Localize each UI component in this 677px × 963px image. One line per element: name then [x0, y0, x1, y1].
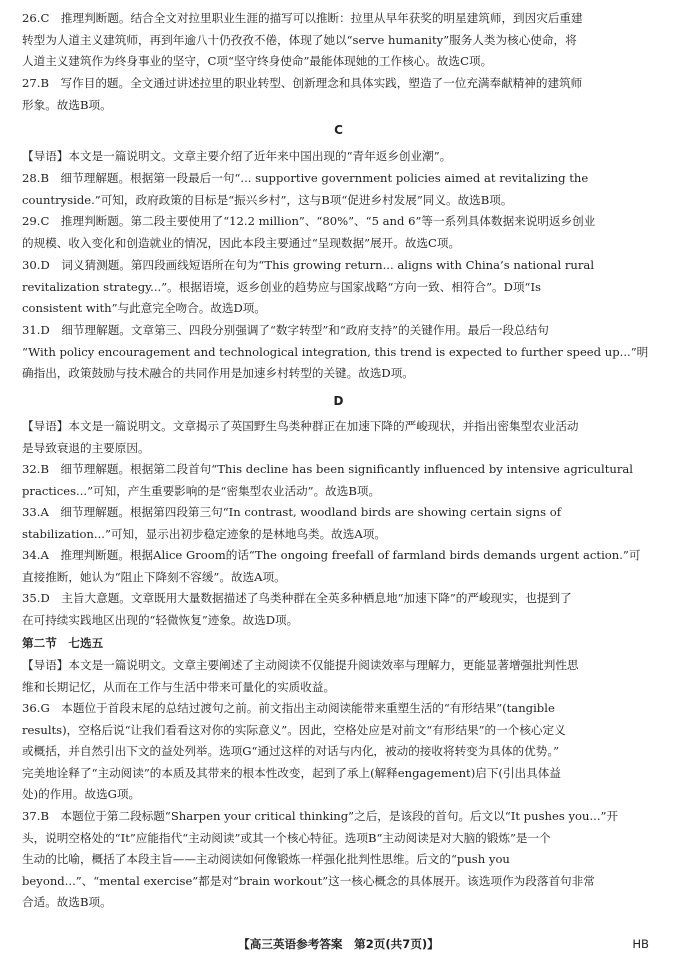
text-line: 28.B 细节理解题。根据第一段最后一句“... supportive government policies aimed at revitalizing the: [22, 171, 589, 185]
text-line: 30.D 词义猜测题。第四段画线短语所在句为“This growing return... aligns with China’s national rural: [22, 258, 595, 272]
text-line: 处)的作用。故选G项。: [22, 787, 141, 802]
answer-30: [22, 255, 650, 320]
section-heading-c: C: [334, 123, 343, 137]
text-line: 33.A 细节理解题。根据第四段第三句“In contrast, woodland birds are showing certain signs of: [22, 505, 562, 519]
answer-29: [22, 211, 650, 254]
text-line: 36.G 本题位于首段末尾的总结过渡句之前。前文指出主动阅读能带来重塑生活的“有形结果”(tangible: [22, 701, 555, 715]
text-line: 完美地诠释了“主动阅读”的本质及其带来的根本性改变，起到了承上(解释engagement)启下(引出具体益: [22, 765, 561, 780]
text-line: “With policy encouragement and technological integration, this trend is expected to further speed up...”明: [22, 344, 649, 359]
text-line: 在可持续实践地区出现的“轻微恢复”迹象。故选D项。: [22, 612, 299, 627]
answer-37: [22, 806, 650, 914]
answer-34: [22, 545, 650, 588]
answer-31: [22, 320, 650, 385]
text-line: 的规模、收入变化和创造就业的情况，因此本段主要通过“呈现数据”展开。故选C项。: [22, 235, 461, 250]
answer-33: [22, 502, 650, 545]
intro-seven-choose-five: [22, 655, 650, 698]
text-line: 是导致衰退的主要原因。: [22, 440, 150, 455]
section-heading-d: D: [333, 394, 344, 408]
text-line: 35.D 主旨大意题。文章既用大量数据描述了鸟类种群在全英多种栖息地“加速下降”的严峻现实，也提到了: [22, 591, 572, 605]
answer-32: [22, 459, 650, 502]
text-line: 形象。故选B项。: [22, 97, 112, 112]
text-line: 【导语】本文是一篇说明文。文章揭示了英国野生鸟类种群正在加速下降的严峻现状，并指出密集型农业活动: [22, 419, 579, 433]
text-line: 转型为人道主义建筑师，再到年逾八十仍孜孜不倦，体现了她以“serve humanity”服务人类为核心使命，将: [22, 32, 577, 47]
answer-36: [22, 698, 650, 806]
answer-27: [22, 73, 650, 116]
text-line: 维和长期记忆，从而在工作与生活中带来可量化的实质收益。: [22, 679, 336, 694]
text-line: 或概括，并自然引出下文的益处列举。选项G“通过这样的对话与内化，被动的接收将转变为具体的优势。”: [22, 744, 560, 759]
answer-35: [22, 588, 650, 631]
footer-page-label: 【高三英语参考答案 第2页(共7页)】: [238, 937, 439, 951]
text-line: consistent with”与此意完全吻合。故选D项。: [22, 301, 266, 316]
intro-c: [22, 146, 650, 168]
text-line: 【导语】本文是一篇说明文。文章主要阐述了主动阅读不仅能提升阅读效率与理解力，更能显著增强批判性思: [22, 658, 579, 672]
part-two-heading: 第二节 七选五: [22, 636, 104, 650]
text-line: countryside.”可知，政府政策的目标是“振兴乡村”，这与B项“促进乡村发展”同义。故选B项。: [22, 192, 513, 207]
text-line: 人道主义建筑作为终身事业的坚守，C项“坚守终身使命”最能体现她的工作核心。故选C项。: [22, 54, 493, 69]
footer-edition-code: HB: [632, 937, 649, 951]
text-line: practices...”可知，产生重要影响的是“密集型农业活动”。故选B项。: [22, 483, 381, 498]
text-line: stabilization...”可知，显示出初步稳定迹象的是林地鸟类。故选A项。: [22, 526, 386, 541]
text-line: 34.A 推理判断题。根据Alice Groom的话“The ongoing freefall of farmland birds demands urgent action.”可: [22, 548, 641, 562]
text-line: 直接推断，她认为“阻止下降刻不容缓”。故选A项。: [22, 569, 286, 584]
text-line: 31.D 细节理解题。文章第三、四段分别强调了“数字转型”和“政府支持”的关键作用。最后一段总结句: [22, 323, 549, 337]
text-line: 37.B 本题位于第二段标题“Sharpen your critical thinking”之后，是该段的首句。后文以“It pushes you...”开: [22, 809, 619, 823]
text-line: 26.C 推理判断题。结合全文对拉里职业生涯的描写可以推断：拉里从早年获奖的明星建筑师，到因灾后重建: [22, 11, 583, 25]
page-footer: [0, 934, 677, 954]
text-line: beyond...”、“mental exercise”都是对“brain workout”这一核心概念的具体展开。该选项作为段落首句非常: [22, 873, 595, 888]
intro-d: [22, 416, 650, 459]
text-line: 32.B 细节理解题。根据第二段首句“This decline has been significantly influenced by intensive agricultural: [22, 462, 633, 476]
answer-26: [22, 8, 650, 73]
text-line: revitalization strategy...”。根据语境，返乡创业的趋势应与国家战略“方向一致、相符合”。D项“Is: [22, 279, 541, 294]
text-line: 27.B 写作目的题。全文通过讲述拉里的职业转型、创新理念和具体实践，塑造了一位充满奉献精神的建筑师: [22, 76, 583, 90]
text-line: results)，空格后说“让我们看看这对你的实际意义”。因此，空格处应是对前文“有形结果”的一个核心定义: [22, 722, 566, 737]
text-line: 头，说明空格处的“It”应能指代“主动阅读”或其一个核心特征。选项B“主动阅读是对大脑的锻炼”是一个: [22, 830, 551, 845]
text-line: 合适。故选B项。: [22, 895, 112, 910]
text-line: 确指出，政策鼓励与技术融合的共同作用是加速乡村转型的关键。故选D项。: [22, 366, 414, 381]
answer-28: [22, 168, 650, 211]
text-line: 生动的比喻，概括了本段主旨——主动阅读如何像锻炼一样强化批判性思维。后文的“push you: [22, 852, 510, 867]
text-line: 29.C 推理判断题。第二段主要使用了“12.2 million”、“80%”、“5 and 6”等一系列具体数据来说明返乡创业: [22, 214, 596, 228]
text-line: 【导语】本文是一篇说明文。文章主要介绍了近年来中国出现的“青年返乡创业潮”。: [22, 149, 452, 163]
